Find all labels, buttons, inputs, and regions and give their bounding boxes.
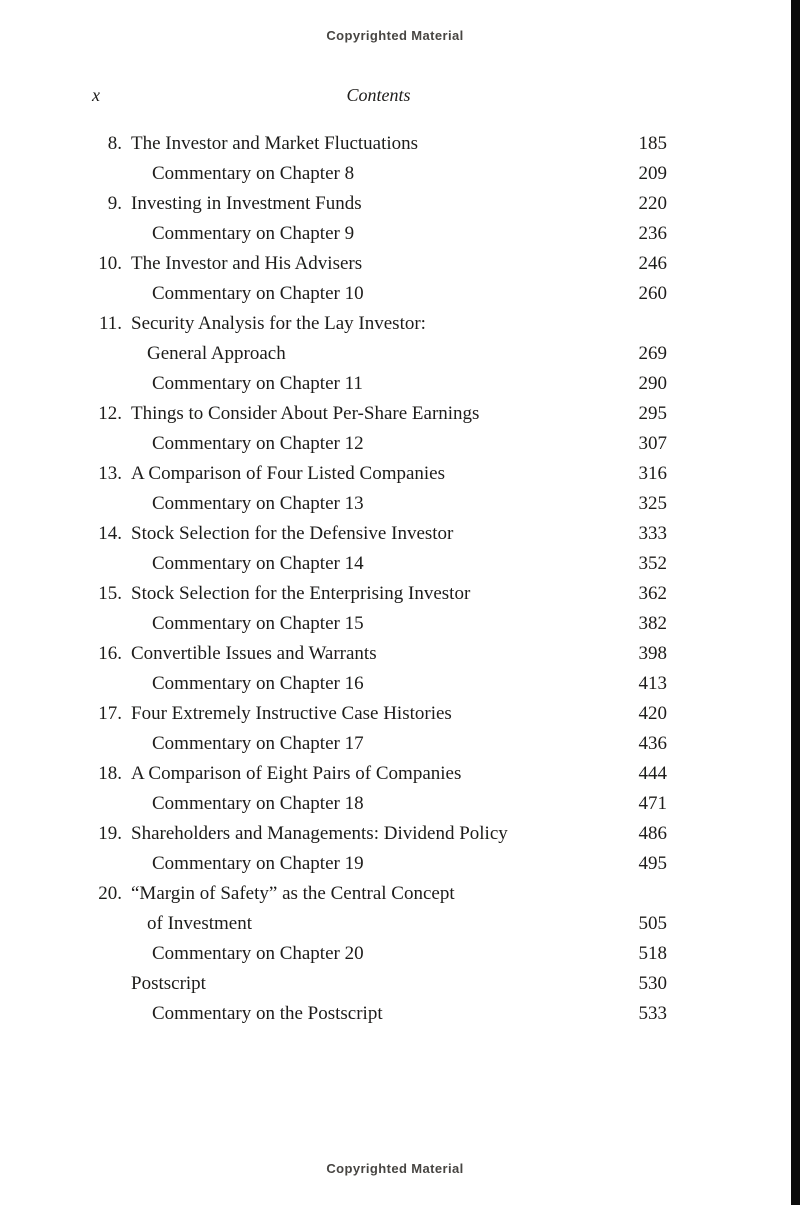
entry-title	[122, 429, 615, 459]
entry-title-line1: Shareholders and Managements: Dividend Policy	[131, 823, 508, 844]
entry-title	[122, 459, 615, 489]
entry-title	[122, 549, 615, 579]
chapter-number: 8.	[107, 133, 122, 154]
entry-title-line1: Commentary on Chapter 18	[152, 793, 364, 814]
toc-chapter-row	[90, 189, 667, 219]
toc-list	[90, 129, 667, 1029]
entry-title	[122, 999, 615, 1029]
entry-title-line1: A Comparison of Four Listed Companies	[131, 463, 446, 484]
page-ref: 185	[638, 133, 667, 154]
toc-commentary-row	[90, 789, 667, 819]
page-ref: 209	[638, 163, 667, 184]
entry-title-line2: General Approach	[147, 343, 286, 364]
entry-title-line1: “Margin of Safety” as the Central Concept	[131, 883, 455, 904]
chapter-number: 12.	[98, 403, 122, 424]
header-title: Contents	[346, 85, 411, 105]
entry-title	[122, 849, 615, 879]
entry-title-line1: Commentary on Chapter 16	[152, 673, 364, 694]
toc-chapter-row	[90, 759, 667, 789]
chapter-number: 19.	[98, 823, 122, 844]
page-number: x	[92, 85, 100, 105]
entry-title	[122, 309, 615, 369]
page-ref: 495	[638, 853, 667, 874]
entry-title-line1: Commentary on Chapter 12	[152, 433, 364, 454]
entry-title-line1: Commentary on Chapter 15	[152, 613, 364, 634]
toc-chapter-row	[90, 399, 667, 429]
entry-title-line1: Commentary on Chapter 17	[152, 733, 364, 754]
toc-chapter-row	[90, 819, 667, 849]
chapter-number	[90, 429, 122, 459]
toc-commentary-row	[90, 279, 667, 309]
chapter-number	[90, 789, 122, 819]
entry-title	[122, 819, 615, 849]
entry-title-line2: of Investment	[147, 913, 253, 934]
toc-commentary-row	[90, 669, 667, 699]
chapter-number: 14.	[98, 523, 122, 544]
entry-title	[122, 759, 615, 789]
toc-chapter-row	[90, 969, 667, 999]
chapter-number: 13.	[98, 463, 122, 484]
chapter-number: 10.	[98, 253, 122, 274]
chapter-number: 18.	[98, 763, 122, 784]
entry-title	[122, 519, 615, 549]
page-ref: 325	[638, 493, 667, 514]
page-header	[90, 85, 667, 109]
page-ref: 518	[638, 943, 667, 964]
entry-title-line1: Security Analysis for the Lay Investor:	[131, 313, 426, 334]
page-ref: 444	[638, 763, 667, 784]
entry-title	[122, 579, 615, 609]
page-ref: 471	[638, 793, 667, 814]
entry-title	[122, 399, 615, 429]
toc-commentary-row	[90, 429, 667, 459]
page-ref: 362	[638, 583, 667, 604]
chapter-number: 11.	[98, 313, 122, 334]
page-ref: 398	[638, 643, 667, 664]
toc-commentary-row	[90, 369, 667, 399]
page-ref: 316	[638, 463, 667, 484]
chapter-number: 16.	[98, 643, 122, 664]
page-ref: 290	[638, 373, 667, 394]
entry-title	[122, 159, 615, 189]
entry-title-line1: Commentary on Chapter 8	[152, 163, 355, 184]
toc-chapter-row	[90, 699, 667, 729]
toc-chapter-row	[90, 309, 667, 369]
page-ref: 307	[638, 433, 667, 454]
entry-title	[122, 939, 615, 969]
entry-title	[122, 729, 615, 759]
copyright-notice-top: Copyrighted Material	[326, 28, 464, 43]
chapter-number: 9.	[107, 193, 122, 214]
page-ref: 236	[638, 223, 667, 244]
chapter-number	[90, 729, 122, 759]
chapter-number	[90, 939, 122, 969]
entry-title-line1: Stock Selection for the Enterprising Investor	[131, 583, 471, 604]
toc-commentary-row	[90, 549, 667, 579]
toc-commentary-row	[90, 999, 667, 1029]
toc-chapter-row	[90, 459, 667, 489]
toc-commentary-row	[90, 939, 667, 969]
page-ref: 269	[638, 343, 667, 364]
entry-title-line1: Stock Selection for the Defensive Investor	[131, 523, 454, 544]
entry-title-line1: The Investor and His Advisers	[131, 253, 363, 274]
page-ref: 533	[638, 1003, 667, 1024]
chapter-number: 20.	[98, 883, 122, 904]
entry-title-line1: The Investor and Market Fluctuations	[131, 133, 419, 154]
toc-chapter-row	[90, 519, 667, 549]
entry-title	[122, 369, 615, 399]
entry-title	[122, 669, 615, 699]
page-ref: 436	[638, 733, 667, 754]
chapter-number	[90, 969, 122, 999]
chapter-number	[90, 849, 122, 879]
toc-commentary-row	[90, 609, 667, 639]
entry-title	[122, 189, 615, 219]
entry-title	[122, 279, 615, 309]
toc-chapter-row	[90, 249, 667, 279]
toc-chapter-row	[90, 879, 667, 939]
entry-title-line1: Four Extremely Instructive Case Histories	[131, 703, 452, 724]
entry-title	[122, 609, 615, 639]
page-ref: 382	[638, 613, 667, 634]
toc-commentary-row	[90, 159, 667, 189]
entry-title	[122, 969, 615, 999]
page-ref: 260	[638, 283, 667, 304]
chapter-number	[90, 999, 122, 1029]
entry-title-line1: A Comparison of Eight Pairs of Companies	[131, 763, 462, 784]
entry-title-line1: Commentary on Chapter 14	[152, 553, 364, 574]
chapter-number	[90, 669, 122, 699]
entry-title-line1: Commentary on Chapter 10	[152, 283, 364, 304]
entry-title-line1: Things to Consider About Per-Share Earnings	[131, 403, 480, 424]
chapter-number	[90, 279, 122, 309]
chapter-number	[90, 609, 122, 639]
entry-title-line1: Commentary on Chapter 13	[152, 493, 364, 514]
entry-title-line1: Convertible Issues and Warrants	[131, 643, 377, 664]
chapter-number	[90, 369, 122, 399]
toc-chapter-row	[90, 639, 667, 669]
page-ref: 420	[638, 703, 667, 724]
toc-commentary-row	[90, 489, 667, 519]
chapter-number	[90, 549, 122, 579]
entry-title	[122, 699, 615, 729]
entry-title	[122, 489, 615, 519]
toc-chapter-row	[90, 129, 667, 159]
entry-title	[122, 249, 615, 279]
entry-title	[122, 879, 615, 939]
chapter-number: 17.	[98, 703, 122, 724]
toc-commentary-row	[90, 849, 667, 879]
page-ref: 333	[638, 523, 667, 544]
entry-title-line1: Postscript	[131, 973, 206, 994]
chapter-number	[90, 219, 122, 249]
page-ref: 246	[638, 253, 667, 274]
page-ref: 530	[638, 973, 667, 994]
chapter-number: 15.	[98, 583, 122, 604]
book-page	[0, 85, 800, 1029]
entry-title	[122, 789, 615, 819]
toc-commentary-row	[90, 729, 667, 759]
page-ref: 486	[638, 823, 667, 844]
chapter-number	[90, 489, 122, 519]
page-ref: 295	[638, 403, 667, 424]
entry-title-line1: Commentary on Chapter 20	[152, 943, 364, 964]
entry-title-line1: Commentary on Chapter 19	[152, 853, 364, 874]
toc-commentary-row	[90, 219, 667, 249]
entry-title	[122, 639, 615, 669]
toc-chapter-row	[90, 579, 667, 609]
entry-title-line1: Investing in Investment Funds	[131, 193, 362, 214]
entry-title	[122, 129, 615, 159]
page-ref: 220	[638, 193, 667, 214]
copyright-notice-bottom: Copyrighted Material	[326, 1161, 464, 1176]
page-ref: 413	[638, 673, 667, 694]
entry-title-line1: Commentary on Chapter 11	[152, 373, 363, 394]
page-ref: 352	[638, 553, 667, 574]
chapter-number	[90, 159, 122, 189]
page-ref: 505	[638, 913, 667, 934]
entry-title	[122, 219, 615, 249]
entry-title-line1: Commentary on the Postscript	[152, 1003, 383, 1024]
scan-edge-bar	[791, 0, 800, 1205]
entry-title-line1: Commentary on Chapter 9	[152, 223, 355, 244]
